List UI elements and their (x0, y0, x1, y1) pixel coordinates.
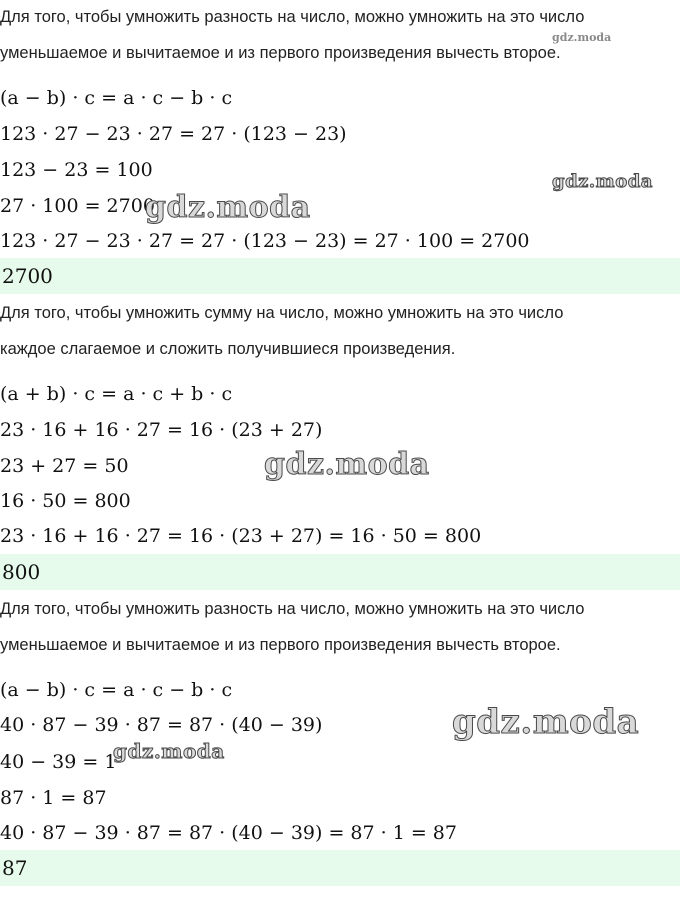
answer-band (0, 850, 680, 886)
intro-line: уменьшаемое и вычитаемое и из первого произведения вычесть второе. (0, 636, 561, 654)
intro-line: Для того, чтобы умножить сумму на число, можно умножить на это число (0, 304, 564, 322)
formula-line: 23 · 16 + 16 · 27 = 16 · (23 + 27) (0, 419, 323, 441)
answer-band (0, 554, 680, 590)
watermark-logo: gdz.moda (113, 739, 225, 763)
watermark-logo: gdz.moda (452, 702, 640, 742)
intro-line: Для того, чтобы умножить разность на число, можно умножить на это число (0, 8, 585, 26)
formula-line: 16 · 50 = 800 (0, 490, 131, 512)
formula-line: 23 · 16 + 16 · 27 = 16 · (23 + 27) = 16 · 50 = 800 (0, 525, 482, 547)
answer-band (0, 258, 680, 294)
answer-value: 87 (2, 856, 28, 880)
formula-line: (a + b) · c = a · c + b · c (0, 383, 233, 405)
formula-line: 27 · 100 = 2700 (0, 195, 155, 217)
formula-line: 87 · 1 = 87 (0, 787, 107, 809)
formula-line: 40 · 87 − 39 · 87 = 87 · (40 − 39) = 87 · 1 = 87 (0, 822, 457, 844)
intro-line: уменьшаемое и вычитаемое и из первого произведения вычесть второе. (0, 44, 561, 62)
watermark-logo: gdz.moda (145, 190, 311, 225)
formula-line: 123 − 23 = 100 (0, 159, 153, 181)
formula-line: 123 · 27 − 23 · 27 = 27 · (123 − 23) (0, 123, 347, 145)
formula-line: 40 · 87 − 39 · 87 = 87 · (40 − 39) (0, 714, 323, 736)
formula-line: (a − b) · c = a · c − b · c (0, 87, 233, 109)
watermark-logo: gdz.moda (552, 31, 612, 44)
answer-value: 2700 (2, 264, 53, 288)
watermark-logo: gdz.moda (552, 171, 653, 192)
intro-line: каждое слагаемое и сложить получившиеся произведения. (0, 340, 456, 358)
formula-line: 123 · 27 − 23 · 27 = 27 · (123 − 23) = 27 · 100 = 2700 (0, 230, 530, 252)
formula-line: 40 − 39 = 1 (0, 751, 117, 773)
formula-line: (a − b) · c = a · c − b · c (0, 679, 233, 701)
answer-value: 800 (2, 560, 41, 584)
intro-line: Для того, чтобы умножить разность на число, можно умножить на это число (0, 600, 585, 618)
formula-line: 23 + 27 = 50 (0, 455, 129, 477)
watermark-logo: gdz.moda (264, 447, 430, 482)
